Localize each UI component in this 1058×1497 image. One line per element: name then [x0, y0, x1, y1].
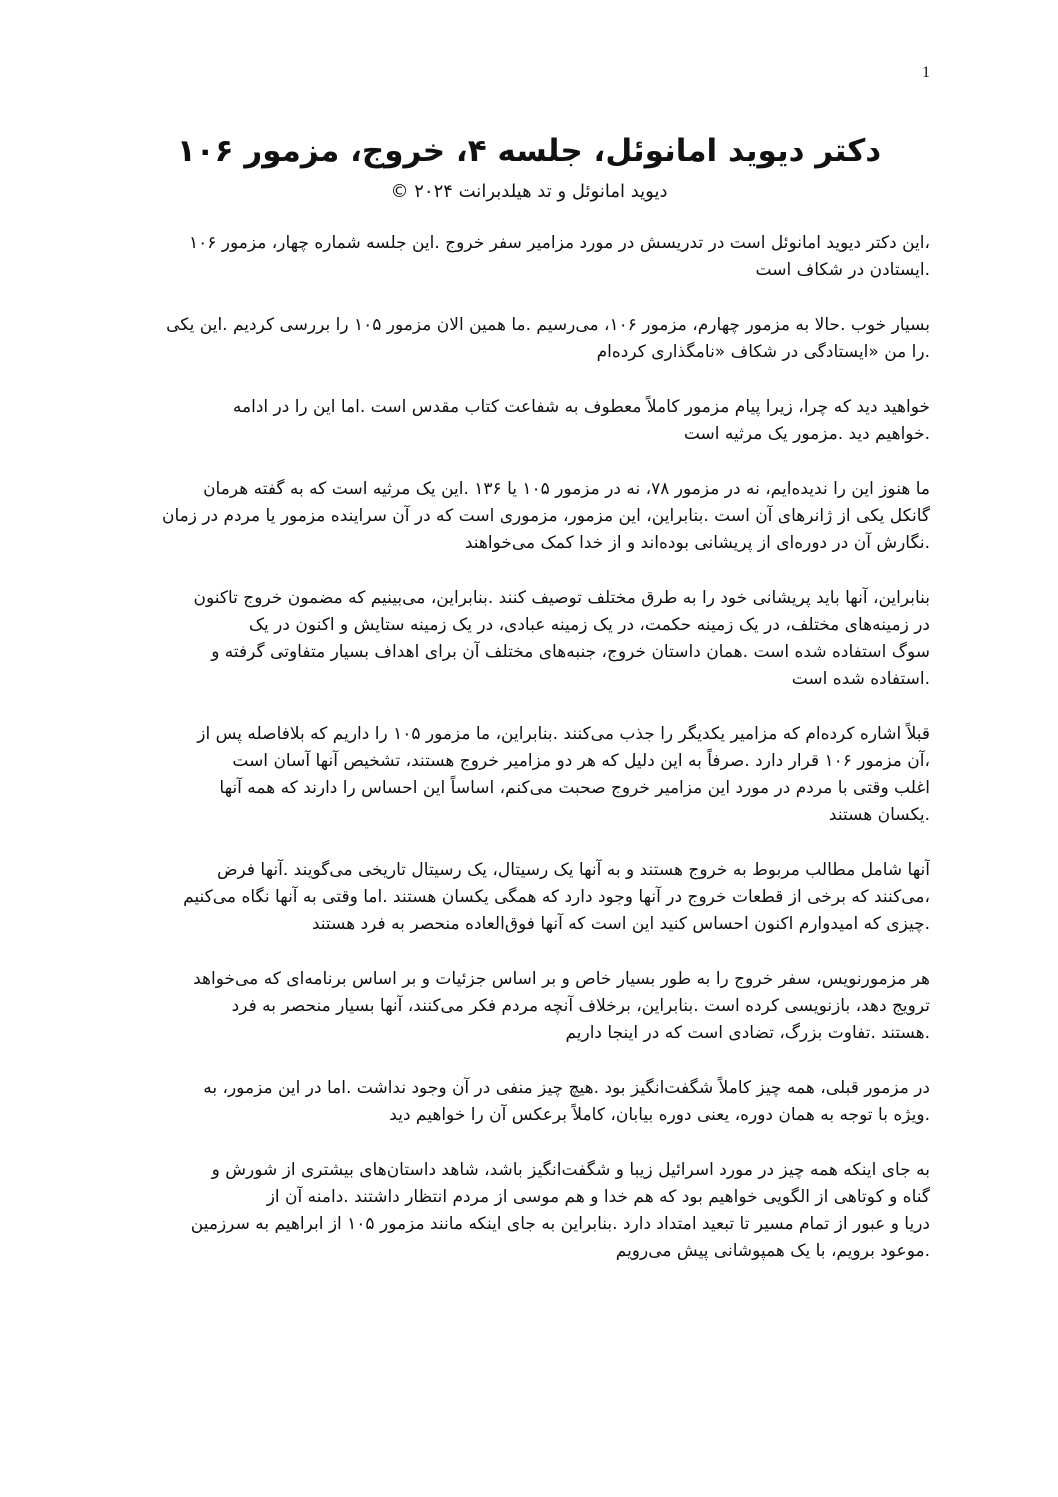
paragraph-line: .ایستادن در شکاف است [755, 260, 930, 280]
paragraph-line: .را من «ایستادگی در شکاف «نامگذاری کرده‌ام [596, 342, 930, 362]
paragraph-line: ،آن مزمور ۱۰۶ قرار دارد .صرفاً به این دلیل که هر دو مزامیر خروج هستند، تشخیص آنها آسان است [232, 751, 930, 771]
paragraph-line: در مزمور قبلی، همه چیز کاملاً شگفت‌انگیز بود .هیچ چیز منفی در آن وجود نداشت .اما در این مزمور، به [203, 1078, 930, 1098]
paragraph-line: سوگ استفاده شده است .همان داستان خروج، جنبه‌های مختلف آن برای اهداف بسیار متفاوتی گرفته و [211, 642, 930, 662]
paragraph-line: آنها شامل مطالب مربوط به خروج هستند و به آنها یک رسیتال، یک رسیتال تاریخی می‌گویند .آنها فرض [216, 860, 930, 880]
paragraph-line: .خواهیم دید .مزمور یک مرثیه است [683, 424, 930, 444]
paragraph-line: بنابراین، آنها باید پریشانی خود را به طرق مختلف توصیف کنند .بنابراین، می‌بینیم که مضمون خروج تاکنون [193, 588, 930, 608]
paragraph-line: ترویج دهد، بازنویسی کرده است .بنابراین، برخلاف آنچه مردم فکر می‌کنند، آنها بسیار منحصر به فرد [231, 996, 930, 1016]
paragraph-line: به جای اینکه همه چیز در مورد اسرائیل زیبا و شگفت‌انگیز باشد، شاهد داستان‌های بیشتری از شورش و [211, 1160, 930, 1180]
body-paragraph [128, 857, 930, 938]
paragraph-line: دریا و عبور از تمام مسیر تا تبعید امتداد دارد .بنابراین به جای اینکه مانند مزمور ۱۰۵ از ابراهیم به سرزمین [190, 1214, 930, 1234]
paragraph-line: قبلاً اشاره کرده‌ام که مزامیر یکدیگر را جذب می‌کنند .بنابراین، ما مزمور ۱۰۵ را داریم که بلافاصله پس از [197, 724, 930, 744]
body-paragraph [128, 476, 930, 557]
paragraph-line: بسیار خوب .حالا به مزمور چهارم، مزمور ۱۰۶، می‌رسیم .ما همین الان مزمور ۱۰۵ را بررسی کردیم .این یکی [166, 315, 930, 335]
paragraph-line: ،می‌کنند که برخی از قطعات خروج در آنها وجود دارد که همگی یکسان هستند .اما وقتی به آنها نگاه می‌کنیم [183, 887, 930, 907]
paragraph-line: .استفاده شده است [791, 669, 930, 689]
body-paragraph [128, 230, 930, 284]
paragraph-line: .نگارش آن در دوره‌ای از پریشانی بوده‌اند و از خدا کمک می‌خواهند [464, 533, 930, 553]
body-paragraph [128, 721, 930, 829]
paragraph-line: .موعود برویم، با یک همپوشانی پیش می‌رویم [615, 1241, 930, 1261]
paragraph-line: .ویژه با توجه به همان دوره، یعنی دوره بیابان، کاملاً برعکس آن را خواهیم دید [389, 1105, 930, 1125]
paragraph-line: .هستند .تفاوت بزرگ، تضادی است که در اینجا داریم [565, 1023, 930, 1043]
paragraph-line: هر مزمورنویس، سفر خروج را به طور بسیار خاص و بر اساس جزئیات و بر اساس برنامه‌ای که می‌خواهد [193, 969, 930, 989]
body-paragraph [128, 312, 930, 366]
document-title: دکتر دیوید امانوئل، جلسه ۴، خروج، مزمور ۱۰۶ [176, 133, 882, 169]
paragraph-line: اغلب وقتی با مردم در مورد این مزامیر خروج صحبت می‌کنم، اساساً این احساس را دارند که همه آنها [219, 778, 930, 798]
paragraph-line: ما هنوز این را ندیده‌ایم، نه در مزمور ۷۸، نه در مزمور ۱۰۵ یا ۱۳۶ .این یک مرثیه است که به گفته هرمان [203, 479, 930, 499]
document-body [128, 230, 930, 1293]
paragraph-line: ،این دکتر دیوید امانوئل است در تدریسش در مورد مزامیر سفر خروج .این جلسه شماره چهار، مزمور ۱۰۶ [188, 233, 930, 253]
paragraph-line: در زمینه‌های مختلف، در یک زمینه حکمت، در یک زمینه عبادی، در یک زمینه ستایش و اکنون در یک [248, 615, 930, 635]
body-paragraph [128, 394, 930, 448]
body-paragraph [128, 1157, 930, 1265]
paragraph-line: .یکسان هستند [828, 805, 930, 825]
body-paragraph [128, 585, 930, 693]
page-number: 1 [922, 64, 930, 81]
document-subtitle: دیوید امانوئل و تد هیلدبرانت ۲۰۲۴ © [390, 181, 668, 202]
paragraph-line: خواهید دید که چرا، زیرا پیام مزمور کاملاً معطوف به شفاعت کتاب مقدس است .اما این را در ادامه [232, 397, 930, 417]
paragraph-line: .چیزی که امیدوارم اکنون احساس کنید این است که آنها فوق‌العاده منحصر به فرد هستند [311, 914, 930, 934]
body-paragraph [128, 1075, 930, 1129]
paragraph-line: گناه و کوتاهی از الگویی خواهیم بود که هم خدا و هم موسی از مردم انتظار داشتند .دامنه آن از [266, 1187, 930, 1207]
paragraph-line: گانکل یکی از ژانرهای آن است .بنابراین، این مزمور، مزموری است که در آن سراینده مزمور یا مردم در زمان [161, 506, 930, 526]
body-paragraph [128, 966, 930, 1047]
